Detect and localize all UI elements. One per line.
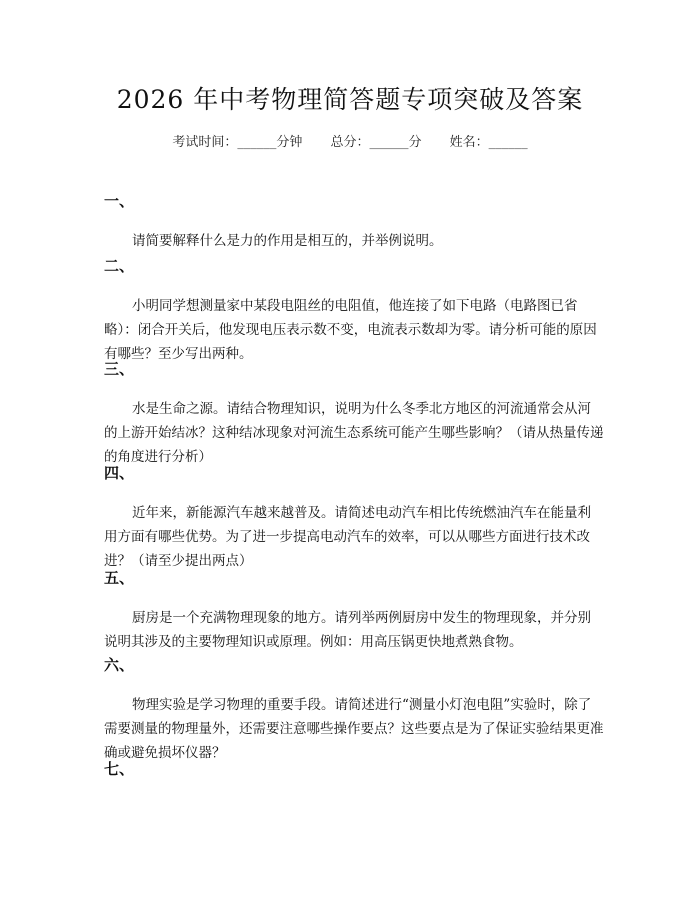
question-3 (104, 358, 604, 469)
question-number: 二、 (104, 257, 135, 275)
page-title: 2026 年中考物理简答题专项突破及答案 (116, 85, 584, 114)
question-2 (104, 255, 604, 366)
question-number: 三、 (104, 360, 135, 378)
question-5 (104, 567, 604, 654)
question-1 (104, 190, 604, 253)
question-number: 六、 (104, 656, 135, 674)
question-text: 近年来，新能源汽车越来越普及。请简述电动汽车相比传统燃油汽车在能量利用方面有哪些优势。为了进一步提高电动汽车的效率，可以从哪些方面进行技术改进？（请至少提出两点） (104, 505, 591, 569)
question-text: 物理实验是学习物理的重要手段。请简述进行“测量小灯泡电阻”实验时，除了需要测量的物理量外，还需要注意哪些操作要点？这些要点是为了保证实验结果更准确或避免损坏仪器？ (104, 697, 604, 761)
question-6 (104, 654, 604, 765)
question-number: 一、 (104, 192, 135, 210)
question-number: 五、 (104, 569, 135, 587)
question-text: 小明同学想测量家中某段电阻丝的电阻值，他连接了如下电路（电路图已省略）：闭合开关后，他发现电压表示数不变，电流表示数却为零。请分析可能的原因有哪些？至少写出两种。 (104, 298, 597, 362)
exam-time-field: 考试时间：______分钟 (172, 135, 303, 150)
student-name-field: 姓名：______ (449, 135, 528, 150)
question-7 (104, 758, 604, 797)
question-text: 厨房是一个充满物理现象的地方。请列举两例厨房中发生的物理现象，并分别说明其涉及的主要物理知识或原理。例如：用高压锅更快地煮熟食物。 (104, 610, 591, 650)
question-text: 水是生命之源。请结合物理知识，说明为什么冬季北方地区的河流通常会从河的上游开始结冰？这种结冰现象对河流生态系统可能产生哪些影响？（请从热量传递的角度进行分析） (104, 401, 604, 465)
total-score-field: 总分：______分 (330, 135, 422, 150)
question-text: 请简要解释什么是力的作用是相互的，并举例说明。 (132, 233, 443, 249)
question-4 (104, 462, 604, 573)
question-number: 七、 (104, 760, 135, 778)
exam-info-line (0, 131, 700, 150)
question-number: 四、 (104, 464, 135, 482)
